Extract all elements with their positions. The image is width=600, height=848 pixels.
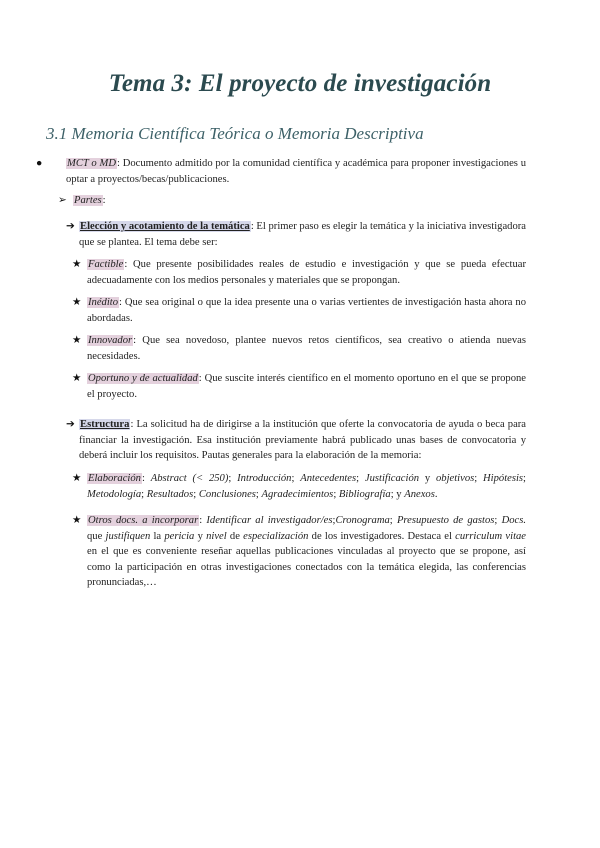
item-otros-docs-text: : Identificar al investigador/es;Cronograma; Presupuesto de gastos; Docs. que justifiquen la pericia y nivel de especialización de los investigadores. Destaca el curriculum vitae en el que es conveniente reseñar aquellas publicaciones vinculadas al proyecto que se propone, así como la participación en otras investigaciones conectados con la temática elegida, las conferencias pronunciadas,… [87,515,527,588]
arrowhead-icon: ➢ [58,195,67,206]
item-elaboracion-text: : Abstract (< 250); Introducción; Antecedentes; Justificación y objetivos; Hipótesis; Metodología; Resultados; Conclusiones; Agradecimientos; Bibliografía; y Anexos. [87,473,526,500]
item-innovador-term: Innovador [88,335,133,346]
item-factible-text: : Que presente posibilidades reales de estudio e investigación y que se pueda efectuar adecuadamente con los medios personales y materiales que se propongan. [87,259,526,286]
item-elaboracion [87,471,526,502]
section-heading: 3.1 Memoria Científica Teórica o Memoria Descriptiva [46,124,424,143]
item-inedito-term: Inédito [88,297,119,308]
item-innovador [87,333,526,364]
partes-label-line: Partes: [74,195,106,206]
star-icon: ★ [72,373,82,384]
arrow-right-icon: ➔ [66,419,75,430]
part-estructura [79,417,526,464]
part-eleccion [79,219,526,250]
item-innovador-text: : Que sea novedoso, plantee nuevos retos científicos, sea creativo o atienda nuevas necesidades. [87,335,526,362]
part-estructura-text: : La solicitud ha de dirigirse a la institución que oferte la convocatoria de ayuda o beca para financiar la investigación. Esa institución previamente habrá publicado unas bases de convocatoria y deberá incluir los requisitos. Pautas generales para la elaboración de la memoria: [79,419,526,461]
intro-term: MCT o MD [67,158,116,169]
arrow-right-icon: ➔ [66,221,75,232]
item-factible-term: Factible [88,259,124,270]
star-icon: ★ [72,335,82,346]
item-inedito [87,295,526,326]
item-oportuno-term: Oportuno y de actualidad [88,373,198,384]
item-oportuno-text: : Que suscite interés científico en el momento oportuno en el que se propone el proyecto. [87,373,526,400]
item-elaboracion-term: Elaboración [88,473,141,484]
item-factible [87,257,526,288]
star-icon: ★ [72,259,82,270]
star-icon: ★ [72,473,82,484]
item-otros-docs [87,513,526,591]
part-estructura-term: Estructura [80,419,130,430]
item-oportuno [87,371,526,402]
item-inedito-text: : Que sea original o que la idea presente una o varias vertientes de investigación hasta ahora no abordadas. [87,297,526,324]
partes-label: Partes [74,195,102,206]
star-icon: ★ [72,297,82,308]
intro-text: : Documento admitido por la comunidad científica y académica para proponer investigaciones u optar a proyectos/becas/publicaciones. [66,158,526,185]
bullet-dot-icon: ● [36,158,43,169]
page-title: Tema 3: El proyecto de investigación [108,70,492,97]
star-icon: ★ [72,515,82,526]
item-otros-docs-term: Otros docs. a incorporar [88,515,199,526]
part-eleccion-term: Elección y acotamiento de la temática [80,221,250,232]
part-eleccion-text: : El primer paso es elegir la temática y la iniciativa investigadora que se plantea. El tema debe ser: [79,221,526,248]
intro-paragraph [66,156,526,187]
